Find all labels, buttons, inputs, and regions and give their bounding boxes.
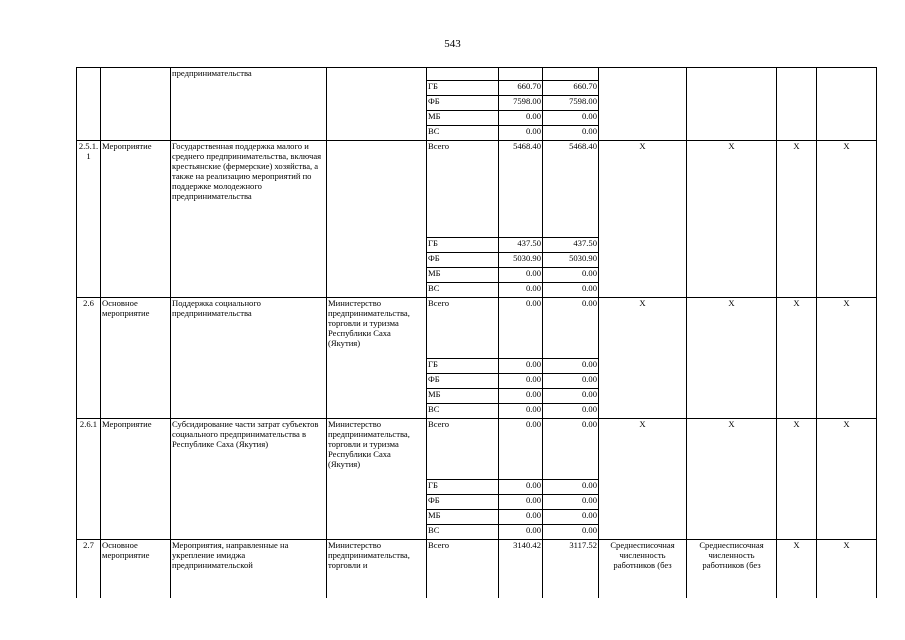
indicator-cell: Х — [777, 540, 817, 599]
type-cell: Основное мероприятие — [101, 298, 171, 419]
indicator-cell: Среднесписочная численность работников (без — [687, 540, 777, 599]
value-cell: 0.00 — [543, 419, 599, 480]
executor-cell — [327, 68, 427, 141]
value-cell: 660.70 — [499, 81, 543, 96]
value-cell: 0.00 — [499, 495, 543, 510]
source-cell: ВС — [427, 283, 499, 298]
source-cell: МБ — [427, 268, 499, 283]
table-row — [77, 419, 877, 480]
type-cell: Мероприятие — [101, 419, 171, 540]
value-cell: 0.00 — [543, 126, 599, 141]
source-cell: ГБ — [427, 359, 499, 374]
indicator-cell: Х — [777, 298, 817, 419]
indicator-cell: Х — [817, 141, 877, 298]
value-cell: 0.00 — [543, 389, 599, 404]
table-row — [77, 68, 877, 81]
value-cell: 0.00 — [543, 510, 599, 525]
value-cell: 0.00 — [499, 359, 543, 374]
value-cell: 0.00 — [499, 404, 543, 419]
value-cell: 0.00 — [499, 389, 543, 404]
indicator-cell: Х — [817, 298, 877, 419]
source-cell: МБ — [427, 111, 499, 126]
indicator-cell: Х — [687, 419, 777, 540]
value-cell: 0.00 — [499, 268, 543, 283]
source-cell: ВС — [427, 126, 499, 141]
executor-cell: Министерство предпринимательства, торговли и туризма Республики Саха (Якутия) — [327, 419, 427, 540]
executor-cell: Министерство предпринимательства, торговли и туризма Республики Саха (Якутия) — [327, 298, 427, 419]
type-cell: Основное мероприятие — [101, 540, 171, 599]
value-cell — [543, 68, 599, 81]
value-cell: 0.00 — [543, 268, 599, 283]
source-cell: ФБ — [427, 96, 499, 111]
indicator-cell — [599, 68, 687, 141]
value-cell: 5468.40 — [543, 141, 599, 238]
executor-cell — [327, 141, 427, 298]
source-cell: ФБ — [427, 253, 499, 268]
executor-cell: Министерство предпринимательства, торговли и — [327, 540, 427, 599]
table-row — [77, 298, 877, 359]
value-cell: 3140.42 — [499, 540, 543, 599]
indicator-cell — [817, 68, 877, 141]
name-cell: Мероприятия, направленные на укрепление имиджа предпринимательской — [171, 540, 327, 599]
code-cell — [77, 68, 101, 141]
value-cell: 7598.00 — [499, 96, 543, 111]
indicator-cell: Х — [817, 419, 877, 540]
value-cell: 0.00 — [543, 283, 599, 298]
source-cell: ГБ — [427, 238, 499, 253]
source-cell: ФБ — [427, 374, 499, 389]
value-cell: 0.00 — [499, 283, 543, 298]
source-cell: ВС — [427, 525, 499, 540]
value-cell: 0.00 — [499, 510, 543, 525]
name-cell: Поддержка социального предпринимательства — [171, 298, 327, 419]
value-cell: 0.00 — [543, 525, 599, 540]
value-cell: 0.00 — [543, 359, 599, 374]
value-cell: 0.00 — [499, 480, 543, 495]
indicator-cell — [687, 68, 777, 141]
indicator-cell: Х — [777, 141, 817, 298]
indicator-cell: Среднесписочная численность работников (без — [599, 540, 687, 599]
value-cell: 0.00 — [543, 298, 599, 359]
value-cell: 0.00 — [543, 480, 599, 495]
value-cell — [499, 68, 543, 81]
value-cell: 0.00 — [499, 126, 543, 141]
value-cell: 660.70 — [543, 81, 599, 96]
value-cell: 0.00 — [543, 374, 599, 389]
indicator-cell: Х — [599, 419, 687, 540]
program-table — [76, 67, 877, 598]
source-cell: ФБ — [427, 495, 499, 510]
value-cell: 0.00 — [543, 404, 599, 419]
source-cell — [427, 68, 499, 81]
value-cell: 437.50 — [499, 238, 543, 253]
value-cell: 0.00 — [499, 374, 543, 389]
source-cell: МБ — [427, 510, 499, 525]
indicator-cell — [777, 68, 817, 141]
value-cell: 0.00 — [499, 419, 543, 480]
indicator-cell: Х — [599, 141, 687, 298]
source-cell: Всего — [427, 298, 499, 359]
code-cell: 2.5.1.1 — [77, 141, 101, 298]
name-cell: Государственная поддержка малого и среднего предпринимательства, включая крестьянские (фермерские) хозяйства, а также на реализацию мероприятий по поддержке молодежного предпринимательства — [171, 141, 327, 298]
value-cell: 0.00 — [499, 525, 543, 540]
indicator-cell: Х — [599, 298, 687, 419]
source-cell: Всего — [427, 419, 499, 480]
indicator-cell: Х — [817, 540, 877, 599]
value-cell: 0.00 — [499, 111, 543, 126]
type-cell: Мероприятие — [101, 141, 171, 298]
source-cell: ВС — [427, 404, 499, 419]
value-cell: 5030.90 — [499, 253, 543, 268]
source-cell: Всего — [427, 540, 499, 599]
value-cell: 437.50 — [543, 238, 599, 253]
value-cell: 3117.52 — [543, 540, 599, 599]
indicator-cell: Х — [777, 419, 817, 540]
indicator-cell: Х — [687, 141, 777, 298]
name-cell: предпринимательства — [171, 68, 327, 141]
source-cell: ГБ — [427, 480, 499, 495]
code-cell: 2.6 — [77, 298, 101, 419]
source-cell: МБ — [427, 389, 499, 404]
code-cell: 2.6.1 — [77, 419, 101, 540]
code-cell: 2.7 — [77, 540, 101, 599]
value-cell: 0.00 — [543, 111, 599, 126]
name-cell: Субсидирование части затрат субъектов социального предпринимательства в Республике Саха (Якутия) — [171, 419, 327, 540]
value-cell: 5468.40 — [499, 141, 543, 238]
type-cell — [101, 68, 171, 141]
value-cell: 5030.90 — [543, 253, 599, 268]
value-cell: 0.00 — [543, 495, 599, 510]
table-row — [77, 141, 877, 238]
value-cell: 7598.00 — [543, 96, 599, 111]
indicator-cell: Х — [687, 298, 777, 419]
source-cell: Всего — [427, 141, 499, 238]
table-row — [77, 540, 877, 599]
source-cell: ГБ — [427, 81, 499, 96]
value-cell: 0.00 — [499, 298, 543, 359]
page-number: 543 — [444, 38, 461, 50]
